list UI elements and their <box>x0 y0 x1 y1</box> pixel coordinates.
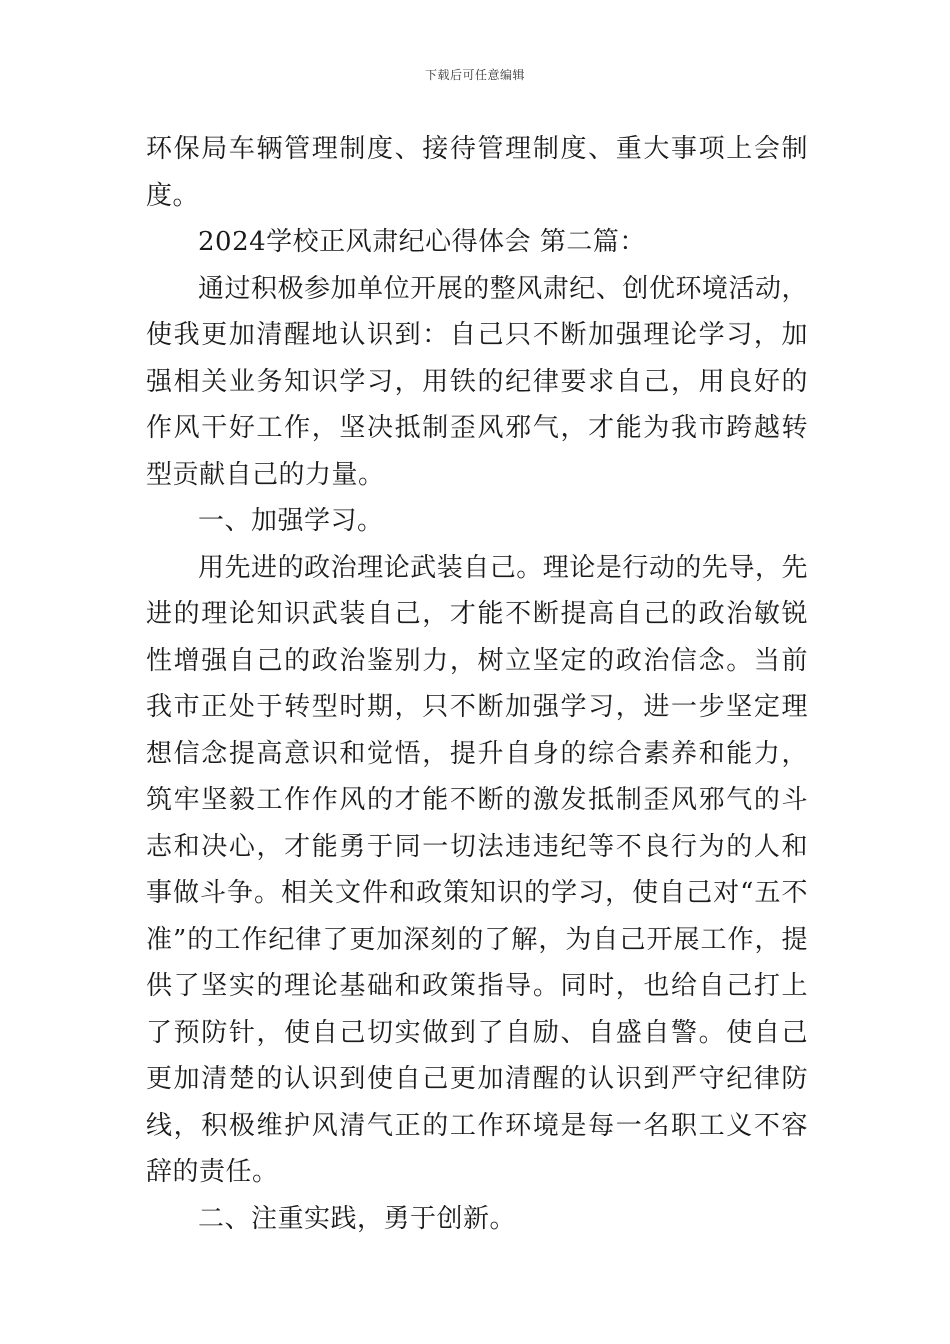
document-body <box>146 126 808 1242</box>
paragraph-intro: 通过积极参加单位开展的整风肃纪、创优环境活动，使我更加清醒地认识到：自己只不断加强理论学习，加强相关业务知识学习，用铁的纪律要求自己，用良好的作风干好工作，坚决抵制歪风邪气，才能为我市跨越转型贡献自己的力量。 <box>146 273 808 490</box>
section-title: 2024学校正风肃纪心得体会 第二篇： <box>198 227 646 257</box>
paragraph-continuation: 环保局车辆管理制度、接待管理制度、重大事项上会制度。 <box>146 134 808 211</box>
heading-two: 二、注重实践，勇于创新。 <box>198 1203 517 1234</box>
page-header: 下载后可任意编辑 <box>424 68 525 82</box>
heading-one: 一、加强学习。 <box>198 506 384 536</box>
paragraph-study: 用先进的政治理论武装自己。理论是行动的先导，先进的理论知识武装自己，才能不断提高自己的政治敏锐性增强自己的政治鉴别力，树立坚定的政治信念。当前我市正处于转型时期，只不断加强学习，进一步坚定理想信念提高意识和觉悟，提升自身的综合素养和能力，筑牢坚毅工作作风的才能不断的激发抵制歪风邪气的斗志和决心，才能勇于同一切法违违纪等不良行为的人和事做斗争。相关文件和政策知识的学习，使自己对“五不准”的工作纪律了更加深刻的了解，为自己开展工作，提供了坚实的理论基础和政策指导。同时，也给自己打上了预防针，使自己切实做到了自励、自盛自警。使自己更加清楚的认识到使自己更加清醒的认识到严守纪律防线，积极维护风清气正的工作环境是每一名职工义不容辞的责任。 <box>146 552 808 1187</box>
